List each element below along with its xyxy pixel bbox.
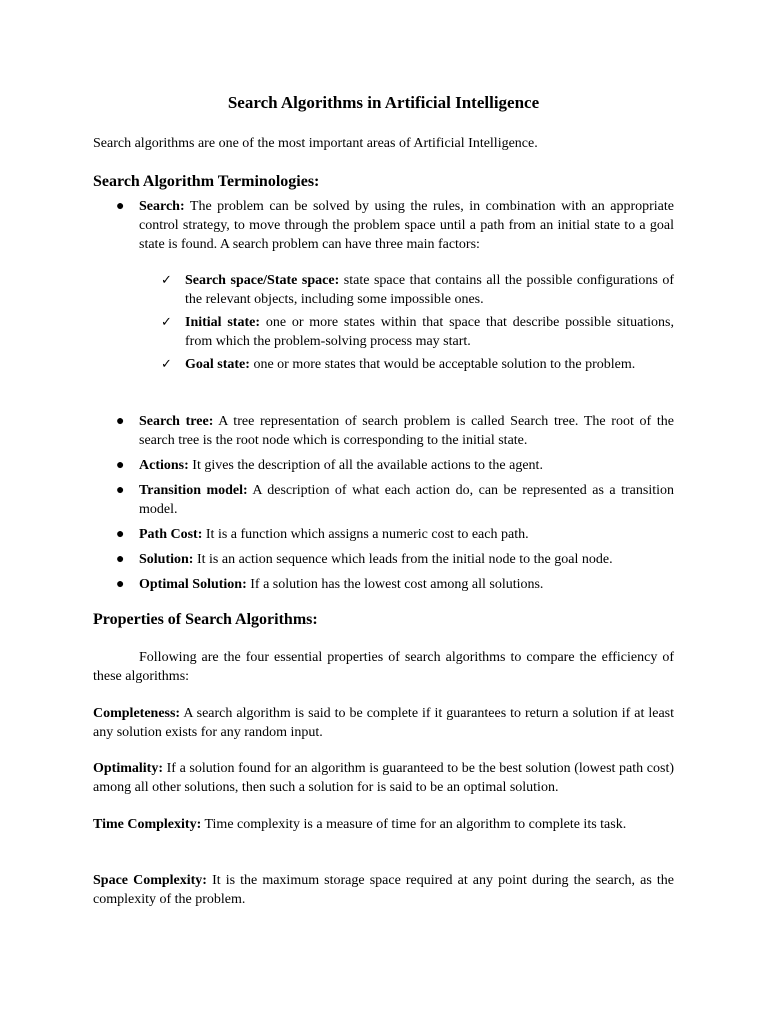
term-label: Transition model: (139, 483, 248, 498)
list-item-path-cost (93, 525, 674, 544)
checkmark-icon: ✓ (161, 315, 172, 330)
property-completeness (93, 704, 674, 742)
term-label: Solution: (139, 552, 194, 567)
term-text: one or more states within that space that describe possible situations, from which the problem-solving process may start. (185, 315, 675, 349)
bullet-icon: ● (116, 577, 125, 592)
bullet-icon: ● (116, 414, 125, 429)
intro-paragraph: Search algorithms are one of the most important areas of Artificial Intelligence. (93, 136, 538, 151)
term-text: A search algorithm is said to be complete if it guarantees to return a solution if at least any solution exists for any random input. (93, 706, 674, 740)
term-label: Space Complexity: (93, 873, 207, 888)
checkmark-icon: ✓ (161, 273, 172, 288)
properties-heading: Properties of Search Algorithms: (93, 611, 318, 628)
term-text: Time complexity is a measure of time for an algorithm to complete its task. (204, 817, 627, 832)
term-text: If a solution found for an algorithm is guaranteed to be the best solution (lowest path cost) among all other solutions, then such a solution for is said to be an optimal solution. (93, 761, 674, 795)
term-text: one or more states that would be acceptable solution to the problem. (253, 357, 636, 372)
term-text: It is an action sequence which leads from the initial node to the goal node. (196, 552, 613, 567)
search-factors-list (93, 271, 674, 378)
list-item-actions (93, 456, 674, 475)
term-label: Initial state: (185, 315, 261, 330)
term-label: Actions: (139, 458, 189, 473)
list-item-solution (93, 550, 674, 569)
bullet-icon: ● (116, 458, 125, 473)
list-item-optimal-solution (93, 575, 674, 594)
bullet-icon: ● (116, 483, 125, 498)
terminology-heading: Search Algorithm Terminologies: (93, 173, 320, 190)
checkmark-icon: ✓ (161, 357, 172, 372)
term-label: Goal state: (185, 357, 250, 372)
factor-item (93, 271, 674, 309)
term-text: It is a function which assigns a numeric cost to each path. (205, 527, 529, 542)
bullet-icon: ● (116, 199, 125, 214)
property-optimality (93, 759, 674, 797)
term-label: Time Complexity: (93, 817, 202, 832)
bullet-icon: ● (116, 552, 125, 567)
term-text: If a solution has the lowest cost among all solutions. (250, 577, 544, 592)
factor-item (93, 355, 674, 374)
term-text: A description of what each action do, can be represented as a transition model. (139, 483, 674, 517)
terminology-list (93, 412, 674, 600)
bullet-icon: ● (116, 527, 125, 542)
term-text: It is the maximum storage space required at any point during the search, as the complexity of the problem. (93, 873, 674, 907)
term-text: state space that contains all the possible configurations of the relevant objects, including some impossible ones. (185, 273, 675, 307)
factor-item (93, 313, 674, 351)
properties-intro: Following are the four essential properties of search algorithms to compare the efficiency of these algorithms: (93, 650, 674, 684)
term-label: Search space/State space: (185, 273, 340, 288)
term-label: Search tree: (139, 414, 214, 429)
term-label: Optimality: (93, 761, 163, 776)
term-label: Optimal Solution: (139, 577, 247, 592)
list-item-transition-model (93, 481, 674, 519)
term-text: It gives the description of all the available actions to the agent. (192, 458, 543, 473)
document-title: Search Algorithms in Artificial Intelligence (227, 93, 540, 112)
property-time-complexity (93, 815, 674, 834)
list-item-search (93, 197, 674, 254)
property-space-complexity (93, 871, 674, 909)
list-item-search-tree (93, 412, 674, 450)
term-text: A tree representation of search problem is called Search tree. The root of the search tree is the root node which is corresponding to the initial state. (139, 414, 674, 448)
terminology-list-top (93, 197, 674, 260)
term-text: The problem can be solved by using the rules, in combination with an appropriate control strategy, to move through the problem space until a path from an initial state to a goal state is found. A search problem can have three main factors: (139, 199, 675, 252)
term-label: Path Cost: (139, 527, 203, 542)
term-label: Search: (139, 199, 185, 214)
term-label: Completeness: (93, 706, 181, 721)
